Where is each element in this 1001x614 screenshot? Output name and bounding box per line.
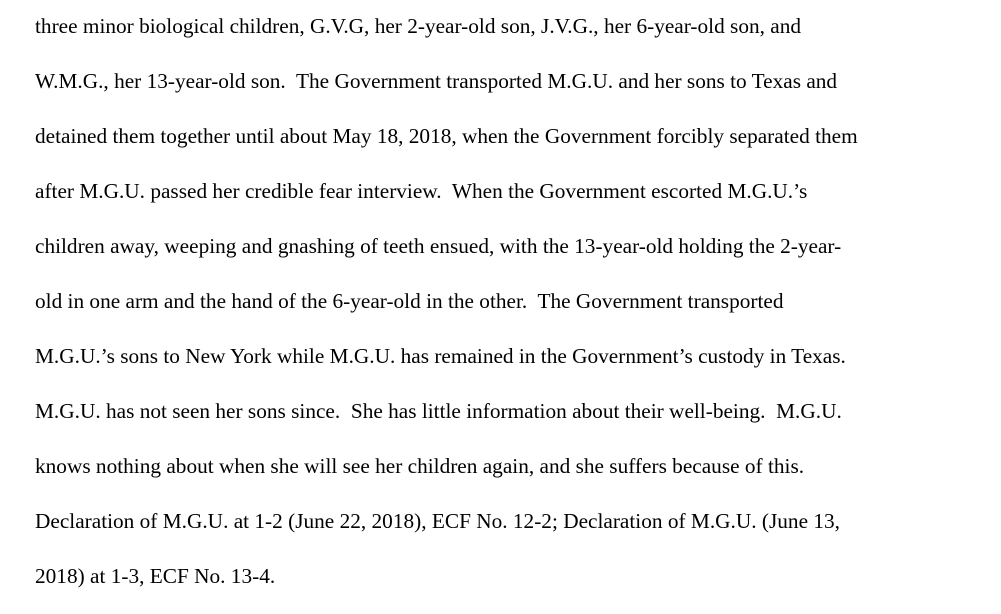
paragraph-line: knows nothing about when she will see her children again, and she suffers because of this. [35, 454, 805, 478]
paragraph-line: after M.G.U. passed her credible fear interview. When the Government escorted M.G.U.’s [35, 179, 808, 203]
citation-line: 2018) at 1-3, ECF No. 13-4. [35, 564, 276, 588]
citation-line: Declaration of M.G.U. at 1-2 (June 22, 2018), ECF No. 12-2; Declaration of M.G.U. (June 13, [35, 509, 840, 533]
paragraph-line: children away, weeping and gnashing of teeth ensued, with the 13-year-old holding the 2-year- [35, 234, 842, 258]
paragraph-line: M.G.U.’s sons to New York while M.G.U. has remained in the Government’s custody in Texas. [35, 344, 846, 368]
paragraph-line: old in one arm and the hand of the 6-year-old in the other. The Government transported [35, 289, 784, 313]
body-paragraph [35, 9, 995, 614]
paragraph-line: M.G.U. has not seen her sons since. She has little information about their well-being. M.G.U. [35, 399, 842, 423]
paragraph-line: detained them together until about May 18, 2018, when the Government forcibly separated them [35, 124, 858, 148]
paragraph-line: three minor biological children, G.V.G, her 2-year-old son, J.V.G., her 6-year-old son, and [35, 14, 802, 38]
paragraph-line: W.M.G., her 13-year-old son. The Government transported M.G.U. and her sons to Texas and [35, 69, 838, 93]
